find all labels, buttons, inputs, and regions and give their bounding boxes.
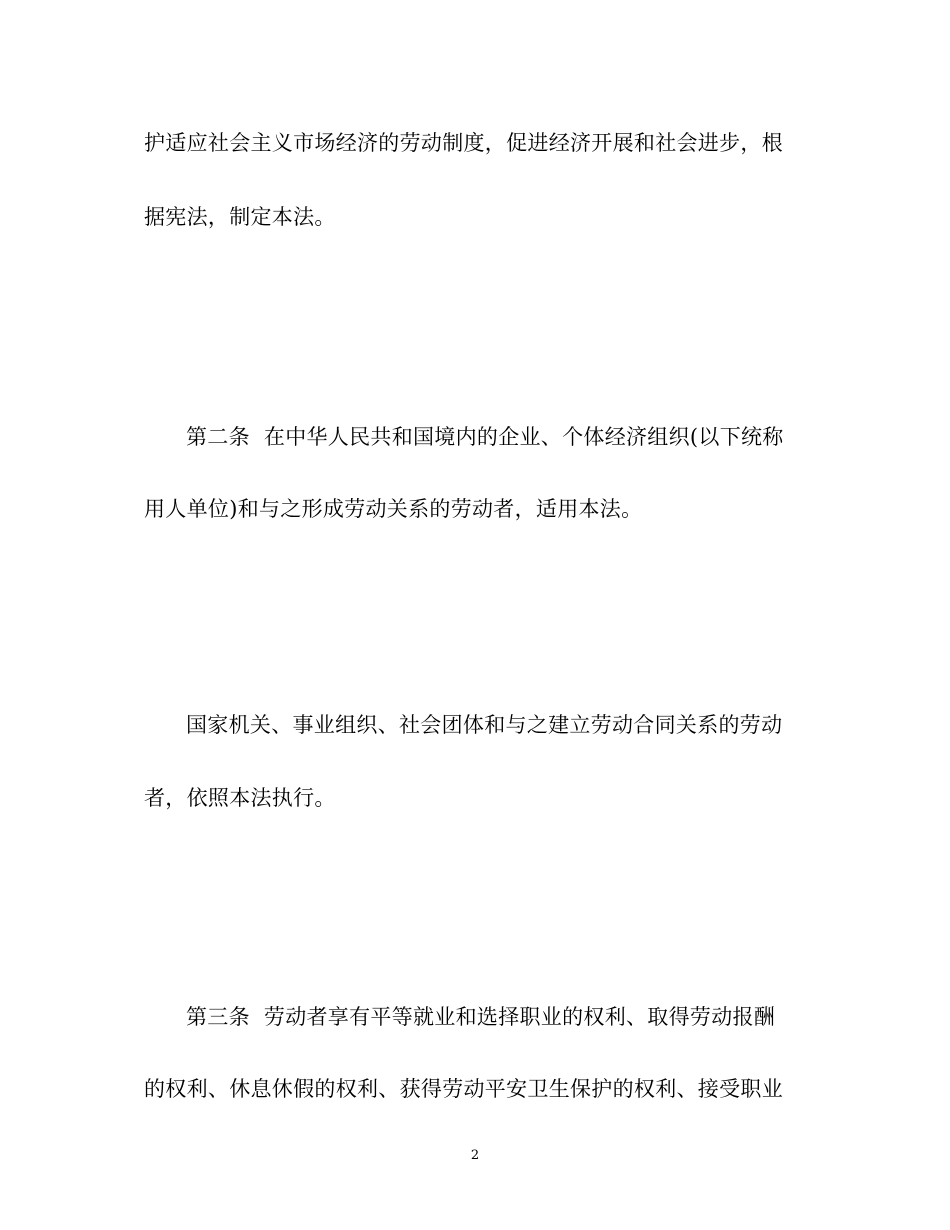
page-number: 2 (470, 1148, 480, 1163)
article-3-line-2: 的权利、休息休假的权利、获得劳动平安卫生保护的权利、接受职业 (144, 1077, 783, 1101)
article-2-line-2: 用人单位)和与之形成劳动关系的劳动者，适用本法。 (144, 497, 643, 521)
article-2-line-1 (186, 423, 784, 451)
paragraph-3-line-2: 者，依照本法执行。 (144, 786, 336, 810)
article-2-line-1-text: 在中华人民共和国境内的企业、个体经济组织(以下统称 (263, 425, 784, 449)
article-3-line-1-text: 劳动者享有平等就业和选择职业的权利、取得劳动报酬 (263, 1005, 776, 1029)
article-3-label: 第三条 (186, 1005, 250, 1029)
paragraph-1-line-2: 据宪法，制定本法。 (144, 205, 336, 229)
article-3-line-1 (186, 1003, 775, 1031)
article-2-label: 第二条 (186, 425, 250, 449)
paragraph-1-line-1: 护适应社会主义市场经济的劳动制度，促进经济开展和社会进步，根 (144, 131, 783, 155)
paragraph-3-line-1: 国家机关、事业组织、社会团体和与之建立劳动合同关系的劳动 (186, 713, 783, 737)
